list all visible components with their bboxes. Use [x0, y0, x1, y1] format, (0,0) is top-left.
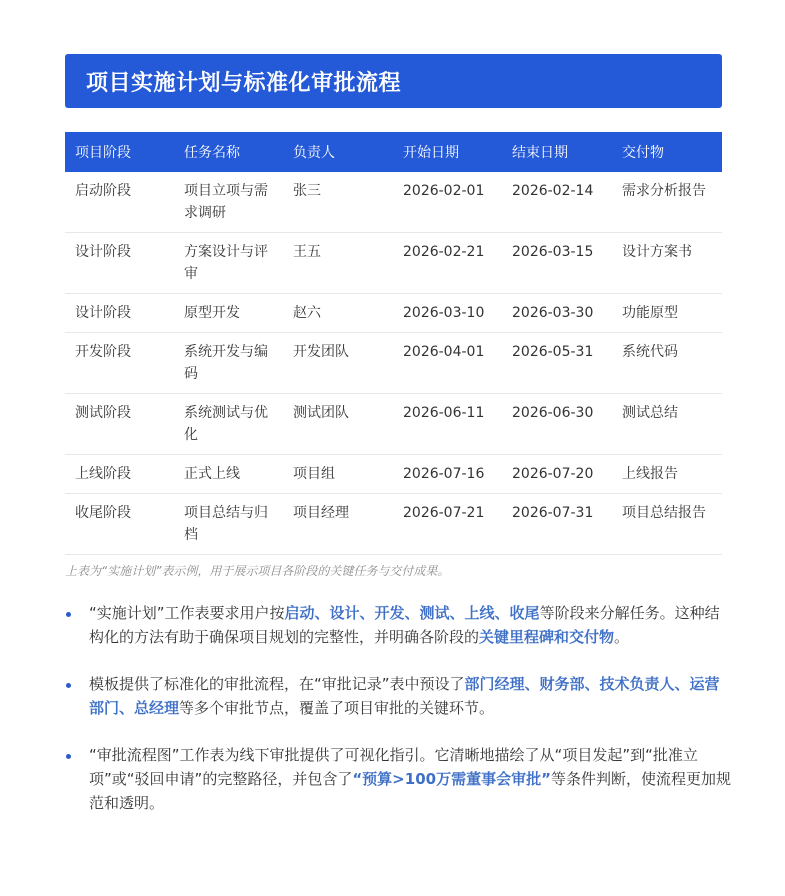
- bullet-dot-icon: [66, 683, 71, 688]
- page-title: 项目实施计划与标准化审批流程: [86, 70, 402, 96]
- table-cell: 测试阶段: [65, 394, 174, 455]
- table-row: [65, 233, 722, 294]
- table-cell: 2026-05-31: [502, 333, 612, 394]
- table-cell: 2026-02-01: [393, 172, 502, 233]
- title-banner: [65, 54, 722, 108]
- table-cell: 赵六: [283, 294, 393, 333]
- implementation-plan-table: [65, 132, 722, 555]
- bullet-item: [65, 601, 733, 649]
- table-cell: 项目立项与需求调研: [174, 172, 283, 233]
- table-cell: 2026-06-30: [502, 394, 612, 455]
- table-cell: 测试团队: [283, 394, 393, 455]
- highlighted-text: 部门经理、财务部、技术负责人、运营部门、总经理: [89, 675, 720, 717]
- table-header-row: [65, 132, 722, 172]
- bullet-text: “实施计划”工作表要求用户按: [89, 604, 285, 622]
- highlighted-text: “预算>100万需董事会审批”: [352, 770, 551, 788]
- table-cell: 方案设计与评审: [174, 233, 283, 294]
- table-cell: 2026-07-21: [393, 494, 502, 555]
- table-cell: 2026-06-11: [393, 394, 502, 455]
- bullet-text: 模板提供了标准化的审批流程，在“审批记录”表中预设了: [89, 675, 465, 693]
- table-cell: 功能原型: [612, 294, 722, 333]
- table-cell: 2026-07-20: [502, 455, 612, 494]
- table-cell: 2026-02-21: [393, 233, 502, 294]
- table-cell: 上线阶段: [65, 455, 174, 494]
- table-cell: 2026-03-30: [502, 294, 612, 333]
- column-header: 交付物: [622, 145, 664, 161]
- table-cell: 2026-03-15: [502, 233, 612, 294]
- table-cell: 2026-07-16: [393, 455, 502, 494]
- table-row: [65, 333, 722, 394]
- column-header: 开始日期: [403, 145, 459, 161]
- table-cell: 设计阶段: [65, 233, 174, 294]
- highlighted-text: 启动、设计、开发、测试、上线、收尾: [284, 604, 540, 622]
- table-cell: 项目总结报告: [612, 494, 722, 555]
- bullet-dot-icon: [66, 612, 71, 617]
- table-cell: 启动阶段: [65, 172, 174, 233]
- table-cell: 张三: [283, 172, 393, 233]
- table-cell: 设计方案书: [612, 233, 722, 294]
- bullet-item: [65, 743, 733, 815]
- table-row: [65, 394, 722, 455]
- table-row: [65, 494, 722, 555]
- highlighted-text: 关键里程碑和交付物: [479, 628, 615, 646]
- table-cell: 2026-03-10: [393, 294, 502, 333]
- table-cell: 系统开发与编码: [174, 333, 283, 394]
- table-row: [65, 294, 722, 333]
- table-cell: 系统测试与优化: [174, 394, 283, 455]
- column-header: 项目阶段: [75, 145, 131, 161]
- table-cell: 2026-04-01: [393, 333, 502, 394]
- table-cell: 项目经理: [283, 494, 393, 555]
- table-cell: 需求分析报告: [612, 172, 722, 233]
- table-cell: 项目组: [283, 455, 393, 494]
- table-cell: 收尾阶段: [65, 494, 174, 555]
- column-header: 结束日期: [512, 145, 568, 161]
- bullet-item: [65, 672, 733, 720]
- table-cell: 2026-07-31: [502, 494, 612, 555]
- table-cell: 2026-02-14: [502, 172, 612, 233]
- table-row: [65, 455, 722, 494]
- bullet-text: 等条件判断，使流程更加规范和透明。: [89, 770, 731, 812]
- summary-bullet-list: [65, 601, 733, 815]
- table-cell: 设计阶段: [65, 294, 174, 333]
- table-cell: 项目总结与归档: [174, 494, 283, 555]
- table-caption: 上表为“实施计划”表示例，用于展示项目各阶段的关键任务与交付成果。: [65, 564, 450, 578]
- table-cell: 测试总结: [612, 394, 722, 455]
- table-cell: 原型开发: [174, 294, 283, 333]
- table-cell: 正式上线: [174, 455, 283, 494]
- table-cell: 开发团队: [283, 333, 393, 394]
- table-cell: 系统代码: [612, 333, 722, 394]
- column-header: 任务名称: [184, 145, 240, 161]
- bullet-text: 等多个审批节点，覆盖了项目审批的关键环节。: [179, 699, 495, 717]
- table-row: [65, 172, 722, 233]
- bullet-dot-icon: [66, 754, 71, 759]
- table-cell: 王五: [283, 233, 393, 294]
- bullet-text: 。: [614, 628, 630, 646]
- bullet-text: 等阶段来分解任务。这种结构化的方法有助于确保项目规划的完整性，并明确各阶段的: [89, 604, 720, 646]
- table-cell: 开发阶段: [65, 333, 174, 394]
- column-header: 负责人: [293, 145, 335, 161]
- bullet-text: “审批流程图”工作表为线下审批提供了可视化指引。它清晰地描绘了从“项目发起”到“批准立项”或“驳回申请”的完整路径，并包含了: [89, 746, 698, 788]
- table-cell: 上线报告: [612, 455, 722, 494]
